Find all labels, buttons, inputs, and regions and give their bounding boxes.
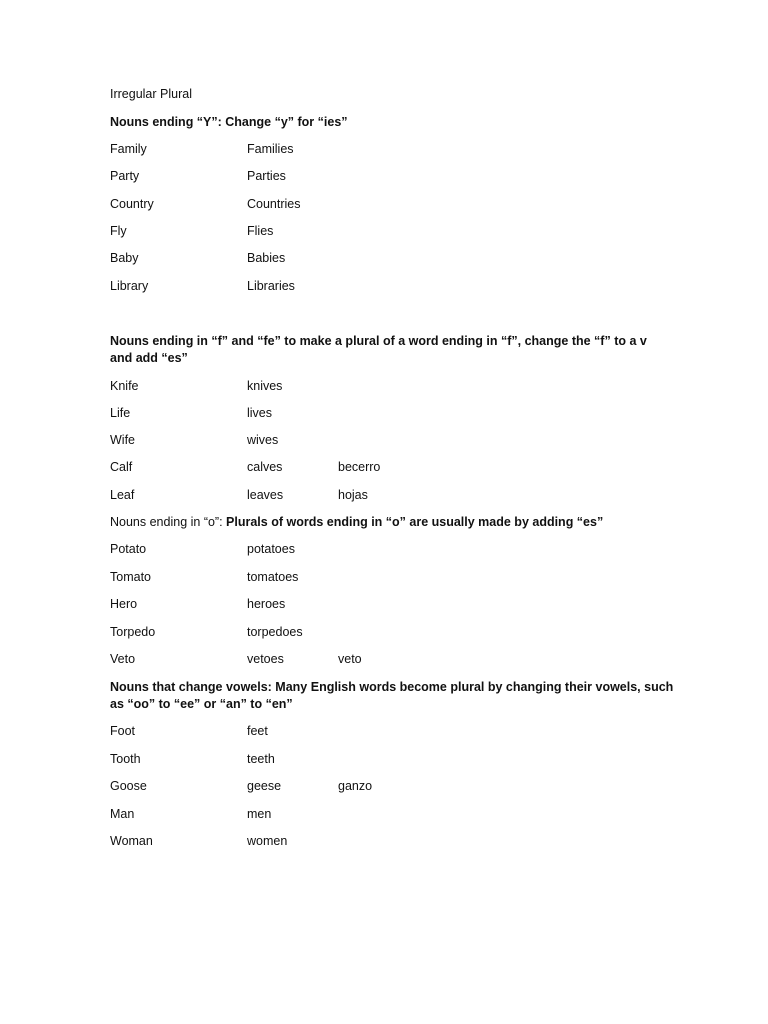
document-title: Irregular Plural [110,87,192,101]
plural-word: Libraries [247,279,295,293]
singular-word: Party [110,169,140,183]
section-heading-f-line2: and add “es” [110,351,188,365]
table-row [110,278,530,295]
translation-word: becerro [338,460,381,474]
singular-word: Country [110,197,154,211]
singular-word: Woman [110,834,153,848]
singular-word: Tomato [110,570,151,584]
singular-word: Tooth [110,752,141,766]
singular-word: Goose [110,779,147,793]
singular-word: Library [110,279,149,293]
table-row [110,432,530,449]
table-row [110,624,530,641]
translation-word: ganzo [338,779,373,793]
plural-word: tomatoes [247,570,299,584]
singular-word: Wife [110,433,135,447]
section-heading-o-plain: Nouns ending in “o”: [110,515,227,529]
table-row [110,723,530,740]
plural-word: knives [247,379,283,393]
plural-word: torpedoes [247,625,303,639]
table-row [110,459,530,476]
table-row [110,806,530,823]
table-row [110,487,530,504]
singular-word: Potato [110,542,147,556]
table-row [110,168,530,185]
section-heading-o-bold: Plurals of words ending in “o” are usually made by adding “es” [226,515,604,529]
plural-word: calves [247,460,283,474]
plural-word: feet [247,724,268,738]
singular-word: Calf [110,460,133,474]
section-heading-vowels-line1: Nouns that change vowels: Many English words become plural by changing their vowels, such [110,680,674,694]
table-row [110,541,530,558]
plural-word: wives [247,433,279,447]
singular-word: Fly [110,224,127,238]
singular-word: Man [110,807,135,821]
plural-word: Countries [247,197,301,211]
table-row [110,751,530,768]
plural-word: Babies [247,251,286,265]
singular-word: Torpedo [110,625,156,639]
section-heading-y: Nouns ending “Y”: Change “y” for “ies” [110,115,348,129]
table-row [110,405,530,422]
plural-word: geese [247,779,282,793]
plural-word: potatoes [247,542,295,556]
section-heading-f-line1: Nouns ending in “f” and “fe” to make a plural of a word ending in “f”, change the “f” to a v [110,334,647,348]
table-row [110,778,530,795]
singular-word: Leaf [110,488,135,502]
plural-word: vetoes [247,652,284,666]
singular-word: Foot [110,724,136,738]
table-row [110,196,530,213]
translation-word: hojas [338,488,368,502]
table-row [110,596,530,613]
table-row [110,833,530,850]
plural-word: heroes [247,597,286,611]
section-heading-vowels-line2: as “oo” to “ee” or “an” to “en” [110,697,293,711]
table-row [110,141,530,158]
plural-word: men [247,807,272,821]
table-row [110,651,530,668]
plural-word: teeth [247,752,275,766]
section-heading-o [110,514,603,531]
table-row [110,569,530,586]
table-row [110,378,530,395]
plural-word: women [247,834,288,848]
plural-word: Flies [247,224,274,238]
table-row [110,250,530,267]
translation-word: veto [338,652,362,666]
singular-word: Hero [110,597,138,611]
plural-word: leaves [247,488,284,502]
plural-word: Families [247,142,294,156]
plural-word: Parties [247,169,286,183]
singular-word: Life [110,406,131,420]
plural-word: lives [247,406,273,420]
singular-word: Family [110,142,147,156]
singular-word: Knife [110,379,139,393]
singular-word: Veto [110,652,136,666]
table-row [110,223,530,240]
singular-word: Baby [110,251,139,265]
